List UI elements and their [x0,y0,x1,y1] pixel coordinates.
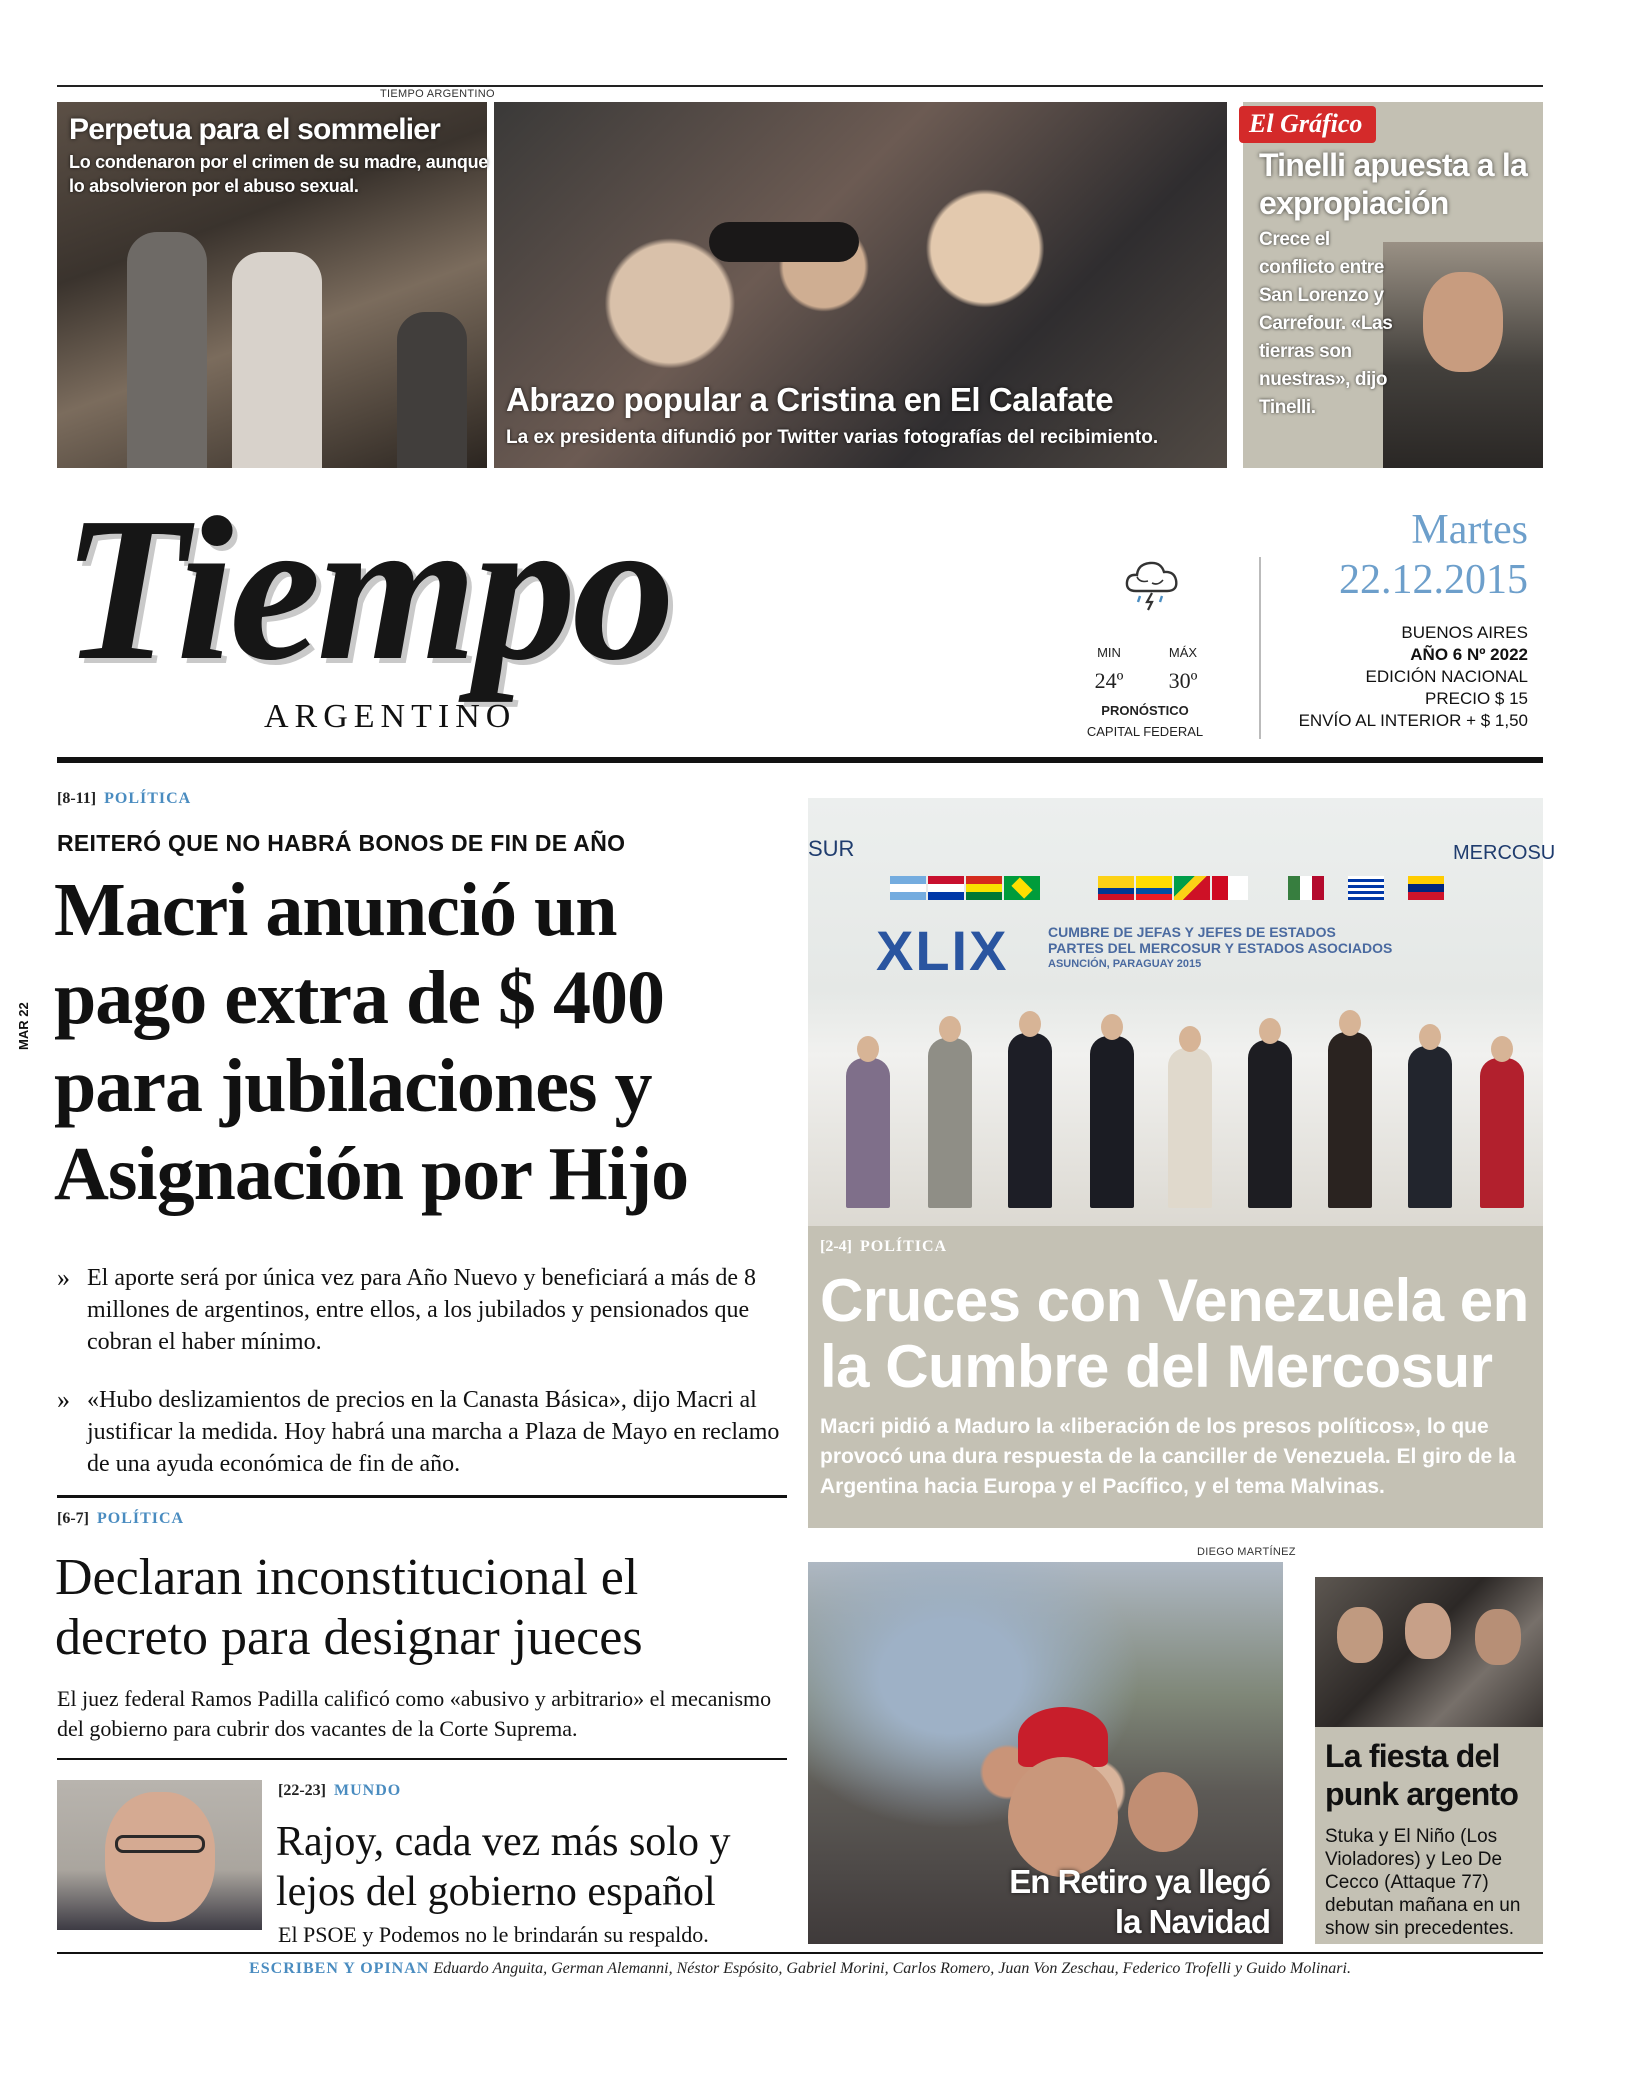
sommelier-deck: Lo condenaron por el crimen de su madre, aunque lo absolvieron por el abuso sexual. [69,152,488,196]
shipping-price: ENVÍO AL INTERIOR + $ 1,50 [1298,711,1528,730]
flag-suriname [1288,876,1324,900]
main-headline[interactable] [54,866,814,1218]
punk-photo [1315,1577,1543,1727]
flag-venezuela [1408,876,1444,900]
rajoy-headline[interactable]: Rajoy, cada vez más solo y lejos del gobierno español [276,1819,731,1915]
bullet-icon: » [57,1385,70,1414]
cristina-story[interactable] [494,102,1227,468]
price: PRECIO $ 15 [1425,689,1528,708]
jueces-headline[interactable]: Declaran inconstitucional el decreto para designar jueces [55,1549,643,1666]
leader-head [1419,1024,1441,1050]
tinelli-photo [1383,242,1543,468]
bullet-icon: » [57,1263,70,1292]
banner-text [1048,924,1392,972]
main-bullet [57,1262,792,1358]
tiempo-logo[interactable]: Tiempo [62,474,672,703]
retiro-title: En Retiro ya llegó la Navidad [1009,1863,1270,1940]
top-rule [57,85,1543,87]
flag-guyana [1174,876,1210,900]
leader-head [857,1036,879,1062]
grafico-story[interactable] [1243,102,1543,468]
retiro-photo[interactable] [808,1562,1283,1944]
leader-figure [1248,1040,1292,1208]
jueces-pages: [6-7] [57,1510,89,1527]
footer-rule [57,1952,1543,1954]
flag-brazil [1004,876,1040,900]
edition: EDICIÓN NACIONAL [1365,667,1528,686]
leader-head [939,1016,961,1042]
jueces-section-label[interactable] [57,1510,184,1528]
headline-line: Macri anunció un [54,868,617,952]
footer-names: Eduardo Anguita, German Alemanni, Néstor Espósito, Gabriel Morini, Carlos Romero, Juan Von Zeschau, Federico Trofelli y Guido Molinari. [433,1960,1351,1977]
mercosur-section: POLÍTICA [859,1238,948,1255]
leader-figure [928,1038,972,1208]
punk-headline: La fiesta del punk argento [1325,1738,1519,1812]
city: BUENOS AIRES [1401,623,1528,642]
footer-label: ESCRIBEN Y OPINAN [249,1960,430,1977]
min-temp: 24º [1094,668,1124,693]
sunglasses-shape [709,222,859,262]
main-section: POLÍTICA [104,790,192,807]
leader-figure [1090,1036,1134,1208]
glasses-shape [115,1835,205,1853]
tinelli-face [1423,272,1503,372]
banner-number: XLIX [876,919,1009,982]
banner-line: CUMBRE DE JEFAS Y JEFES DE ESTADOS [1048,924,1336,940]
jueces-section: POLÍTICA [96,1510,185,1527]
min-label: MIN [1097,645,1121,660]
mercosur-headline: Cruces con Venezuela en la Cumbre del Mercosur [820,1267,1529,1400]
max-temp: 30º [1168,668,1198,693]
sommelier-title: Perpetua para el sommelier [69,113,441,146]
leader-head [1179,1026,1201,1052]
flag-ecuador [1136,876,1172,900]
cristina-title: Abrazo popular a Cristina en El Calafate [506,381,1114,418]
leader-figure [1480,1058,1524,1208]
flag-paraguay [928,876,964,900]
leader-figure [1328,1032,1372,1208]
el-grafico-logo[interactable]: El Gráfico [1239,106,1376,143]
cristina-deck: La ex presidenta difundió por Twitter varias fotografías del recibimiento. [506,427,1159,448]
forecast-label: PRONÓSTICO [1101,703,1189,718]
rajoy-section-label[interactable] [278,1782,401,1800]
mercosur-deck: Macri pidió a Maduro la «liberación de los presos políticos», lo que provocó una dura respuesta de la canciller de Venezuela. El giro de la Argentina hacia Europa y el Pacífico, y el tema Malvinas. [820,1415,1516,1498]
banner-right-text: MERCOSU [1453,842,1556,864]
sommelier-story[interactable] [57,102,487,468]
banner-line: PARTES DEL MERCOSUR Y ESTADOS ASOCIADOS [1048,940,1393,956]
bullet-text: El aporte será por única vez para Año Nuevo y beneficiará a más de 8 millones de argentinos, entre ellos, a los jubilados y pensionados que cobran el haber mínimo. [87,1265,757,1355]
grafico-deck: Crece el conflicto entre San Lorenzo y Carrefour. «Las tierras son nuestras», dijo Tinelli. [1259,229,1393,418]
issue-number: AÑO 6 Nº 2022 [1410,645,1528,664]
mercosur-photo[interactable] [808,798,1556,1226]
leader-head [1259,1018,1281,1044]
leader-figure [846,1058,890,1208]
musician-face [1337,1607,1383,1663]
leader-head [1101,1014,1123,1040]
headline-line: Asignación por Hijo [54,1132,689,1216]
figure-man [232,252,322,468]
leader-figure [1408,1046,1452,1208]
rajoy-deck: El PSOE y Podemos no le brindarán su respaldo. [278,1922,709,1947]
mercosur-pages: [2-4] [820,1238,852,1255]
punk-story[interactable] [1315,1577,1543,1944]
musician-face [1475,1609,1521,1665]
leader-figure [1008,1033,1052,1208]
section-rule [57,1758,787,1760]
rajoy-section: MUNDO [333,1782,402,1799]
retiro-credit: DIEGO MARTÍNEZ [1197,1546,1296,1558]
main-pages: [8-11] [57,790,97,807]
bullet-text: «Hubo deslizamientos de precios en la Canasta Básica», dijo Macri al justificar la medida. Hoy habrá una marcha a Plaza de Mayo en reclamo de una ayuda económica de fin de año. [87,1387,780,1477]
leader-head [1019,1011,1041,1037]
rajoy-photo[interactable] [57,1780,262,1930]
rajoy-face [105,1792,215,1922]
mercosur-story[interactable] [808,1226,1543,1528]
child-face [1128,1772,1198,1852]
mercosur-section-label [820,1238,947,1256]
max-label: MÁX [1168,645,1198,660]
flag-peru [1212,876,1248,900]
argentino-logo: ARGENTINO [264,698,517,735]
musician-face [1405,1603,1451,1659]
banner-line: ASUNCIÓN, PARAGUAY 2015 [1048,958,1202,970]
girl-face [1008,1757,1118,1877]
flag-uruguay [1348,876,1384,900]
leader-figure [1168,1048,1212,1208]
headline-line: pago extra de $ 400 [54,956,665,1040]
jueces-deck: El juez federal Ramos Padilla calificó como «abusivo y arbitrario» el mecanismo del gobierno para cubrir dos vacantes de la Corte Suprema. [57,1686,772,1741]
grafico-title: Tinelli apuesta a la expropiación [1259,147,1527,221]
main-section-label[interactable] [57,790,191,808]
figure-officer [127,232,207,468]
main-bullet [57,1384,792,1480]
date-numeric: 22.12.2015 [1339,557,1528,603]
flag-colombia [1098,876,1134,900]
forecast-place: CAPITAL FEDERAL [1086,724,1204,739]
side-date: MAR 22 [16,1002,31,1050]
figure-woman [397,312,467,468]
flag-bolivia [966,876,1002,900]
section-rule [57,1495,787,1498]
storm-cloud-icon [1122,555,1184,611]
footer-contributors [57,1960,1543,1978]
banner-left-text: SUR [808,836,855,861]
headline-line: para jubilaciones y [54,1044,652,1128]
rajoy-pages: [22-23] [278,1782,326,1799]
punk-deck: Stuka y El Niño (Los Violadores) y Leo De Cecco (Attaque 77) debutan mañana en un show sin precedentes. [1325,1826,1521,1939]
leader-head [1491,1036,1513,1062]
flag-argentina [890,876,926,900]
leader-head [1339,1010,1361,1036]
masthead-rule [57,757,1543,763]
photo-credit: TIEMPO ARGENTINO [380,88,495,100]
date-day: Martes [1411,507,1528,553]
main-kicker: REITERÓ QUE NO HABRÁ BONOS DE FIN DE AÑO [57,830,626,856]
